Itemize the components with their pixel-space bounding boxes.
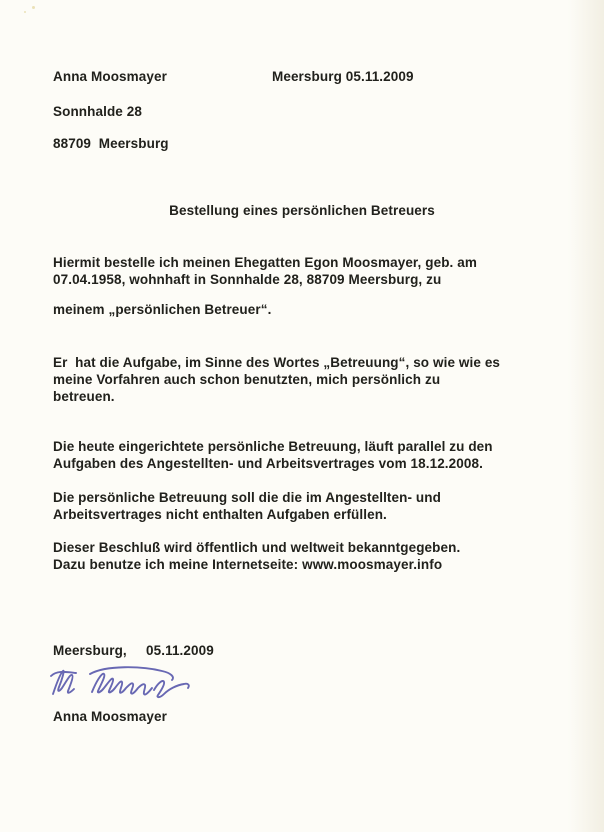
place-date-top: Meersburg 05.11.2009 (272, 69, 414, 84)
handwritten-signature-icon (46, 661, 198, 705)
sender-street: Sonnhalde 28 (53, 104, 142, 119)
paragraph-line: Aufgaben des Angestellten- und Arbeitsvertrages vom 18.12.2008. (53, 456, 483, 471)
paragraph-line: 07.04.1958, wohnhaft in Sonnhalde 28, 88709 Meersburg, zu (53, 272, 442, 287)
scan-noise-speck (24, 11, 26, 13)
paragraph-line: Die persönliche Betreuung soll die die im Angestellten- und (53, 490, 441, 505)
signatory-name: Anna Moosmayer (53, 709, 167, 724)
paragraph-line: Dieser Beschluß wird öffentlich und weltweit bekanntgegeben. (53, 540, 461, 555)
paragraph-line: betreuen. (53, 389, 115, 404)
paragraph-line: Dazu benutze ich meine Internetseite: www.moosmayer.info (53, 557, 443, 572)
paragraph-line: Hiermit bestelle ich meinen Ehegatten Egon Moosmayer, geb. am (53, 255, 477, 270)
sender-postal-city: 88709 Meersburg (53, 136, 169, 151)
paragraph-line: Arbeitsvertrages nicht enthalten Aufgaben erfüllen. (53, 507, 387, 522)
scan-noise-speck (32, 6, 35, 9)
paragraph-line: meine Vorfahren auch schon benutzten, mich persönlich zu (53, 372, 441, 387)
letter-title: Bestellung eines persönlichen Betreuers (169, 203, 435, 218)
paragraph-line: Er hat die Aufgabe, im Sinne des Wortes „Betreuung“, so wie wie es (53, 355, 501, 370)
paragraph-line: Die heute eingerichtete persönliche Betreuung, läuft parallel zu den (53, 439, 493, 454)
closing-place-date: Meersburg, 05.11.2009 (53, 643, 214, 658)
paragraph-line: meinem „persönlichen Betreuer“. (53, 302, 272, 317)
signature-ink-group (51, 667, 189, 697)
sender-name: Anna Moosmayer (53, 69, 167, 84)
